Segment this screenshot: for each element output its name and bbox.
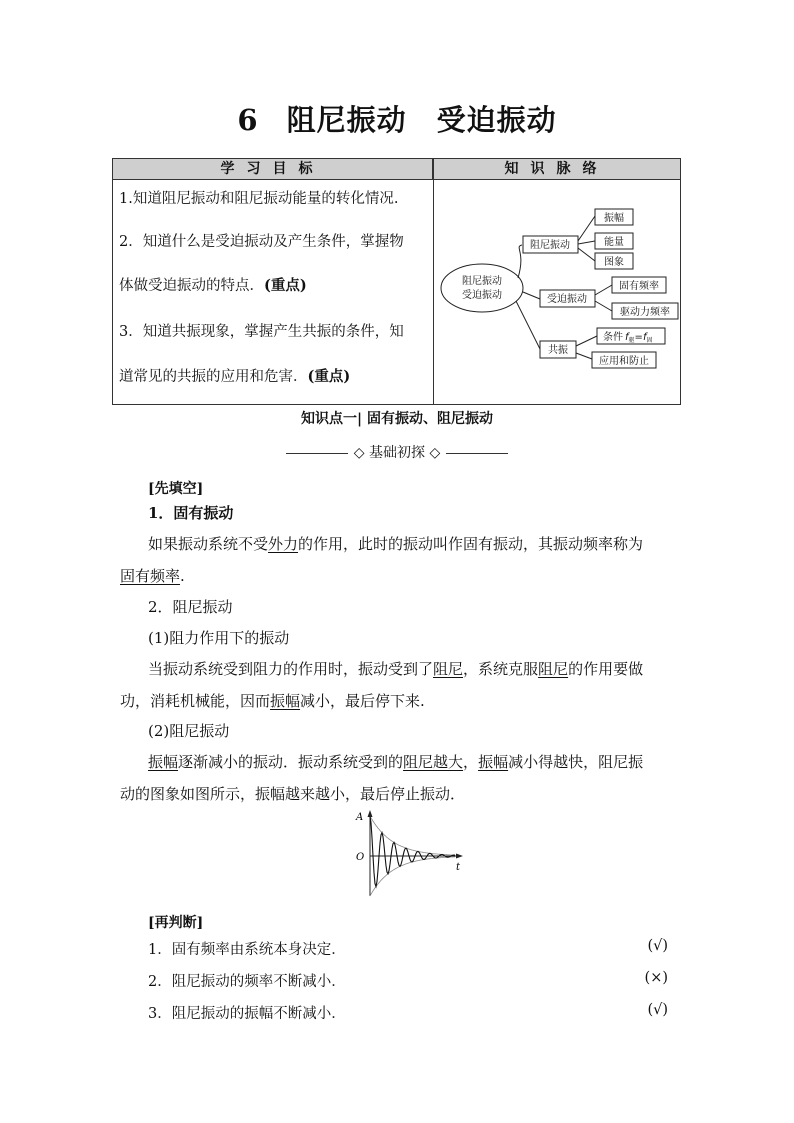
goal-3-tag: (重点)	[307, 368, 351, 385]
mindmap-b3-label: 共振	[548, 345, 568, 356]
connector-root-b1	[518, 245, 522, 278]
judgment-1-mark: (√)	[647, 938, 668, 954]
mindmap-root-line1: 阻尼振动	[462, 276, 502, 287]
graph-label-a: A	[356, 812, 364, 823]
mindmap-b2-label: 受迫振动	[547, 294, 587, 305]
svg-text:能量: 能量	[604, 237, 624, 248]
heading-damped-def: (2)阻尼振动	[148, 722, 230, 740]
mindmap-root-line2: 受迫振动	[462, 290, 502, 301]
goal-2-line1: 2．知道什么是受迫振动及产生条件，掌握物	[119, 234, 404, 250]
goal-3-line2: 道常见的共振的应用和危害．(重点)	[119, 368, 351, 385]
para-3-line2: 动的图象如图所示，振幅越来越小，最后停止振动．	[120, 785, 466, 803]
judgment-2-mark: (×)	[644, 970, 668, 986]
goal-1: 1.知道阻尼振动和阻尼振动能量的转化情况.	[119, 191, 399, 207]
para-3-line1: 振幅逐渐减小的振动．振动系统受到的阻尼越大，振幅减小得越快，阻尼振	[148, 753, 644, 771]
para-2-line2: 功，消耗机械能，因而振幅减小，最后停下来.	[120, 692, 425, 710]
judgment-1: 1．固有频率由系统本身决定． (√)	[148, 938, 668, 958]
mindmap-root	[441, 264, 523, 312]
page-title	[0, 98, 794, 139]
para-2-line1: 当振动系统受到阻力的作用时，振动受到了阻尼，系统克服阻尼的作用要做	[148, 660, 644, 678]
graph-envelope-bottom	[370, 857, 455, 896]
tag-judge: [再判断]	[148, 915, 204, 931]
para-1-line2: 固有频率.	[120, 567, 185, 585]
goal-3-line1: 3．知道共振现象，掌握产生共振的条件，知	[119, 324, 404, 340]
svg-text:条件f驱=f固: 条件 $f_驱=f_固$	[603, 332, 653, 344]
judgment-3-mark: (√)	[647, 1002, 668, 1018]
graph-label-o: O	[356, 852, 365, 863]
svg-text:应用和防止: 应用和防止	[599, 356, 649, 367]
header-knowledge-map: 知识脉络	[433, 159, 680, 180]
heading-natural-vibration: 1．固有振动	[148, 504, 234, 522]
knowledge-mindmap	[434, 181, 680, 404]
mindmap-b1-label: 阻尼振动	[530, 240, 570, 251]
connector-root-b3	[516, 301, 540, 349]
goal-2-line2: 体做受迫振动的特点．(重点)	[119, 277, 307, 294]
graph-damped-wave	[370, 816, 455, 887]
graph-label-t: t	[456, 862, 461, 873]
judgment-2: 2．阻尼振动的频率不断减小． (×)	[148, 970, 668, 990]
section-title: 知识点一| 固有振动、阻尼振动	[301, 411, 493, 427]
goal-2-tag: (重点)	[264, 277, 307, 294]
title-part2: 受迫振动	[436, 103, 557, 137]
header-learning-goals: 学习目标	[113, 159, 433, 180]
title-number: 6	[237, 103, 259, 137]
sub-header: ◇ 基础初探 ◇	[0, 442, 794, 462]
connector-root-b2	[523, 292, 540, 299]
heading-damped-vibration: 2．阻尼振动	[148, 598, 233, 616]
svg-text:固有频率: 固有频率	[619, 281, 659, 292]
damped-vibration-graph	[350, 808, 470, 900]
objectives-table	[112, 158, 681, 405]
judgment-3: 3．阻尼振动的振幅不断减小． (√)	[148, 1002, 668, 1022]
svg-text:驱动力频率: 驱动力频率	[620, 307, 670, 318]
tag-fill-blank: [先填空]	[148, 481, 204, 497]
svg-text:图象: 图象	[604, 257, 624, 268]
svg-text:振幅: 振幅	[604, 213, 624, 224]
heading-damping-force: (1)阻力作用下的振动	[148, 629, 290, 647]
para-1-line1: 如果振动系统不受外力的作用，此时的振动叫作固有振动，其振动频率称为	[148, 535, 644, 553]
title-part1: 阻尼振动	[286, 103, 407, 137]
